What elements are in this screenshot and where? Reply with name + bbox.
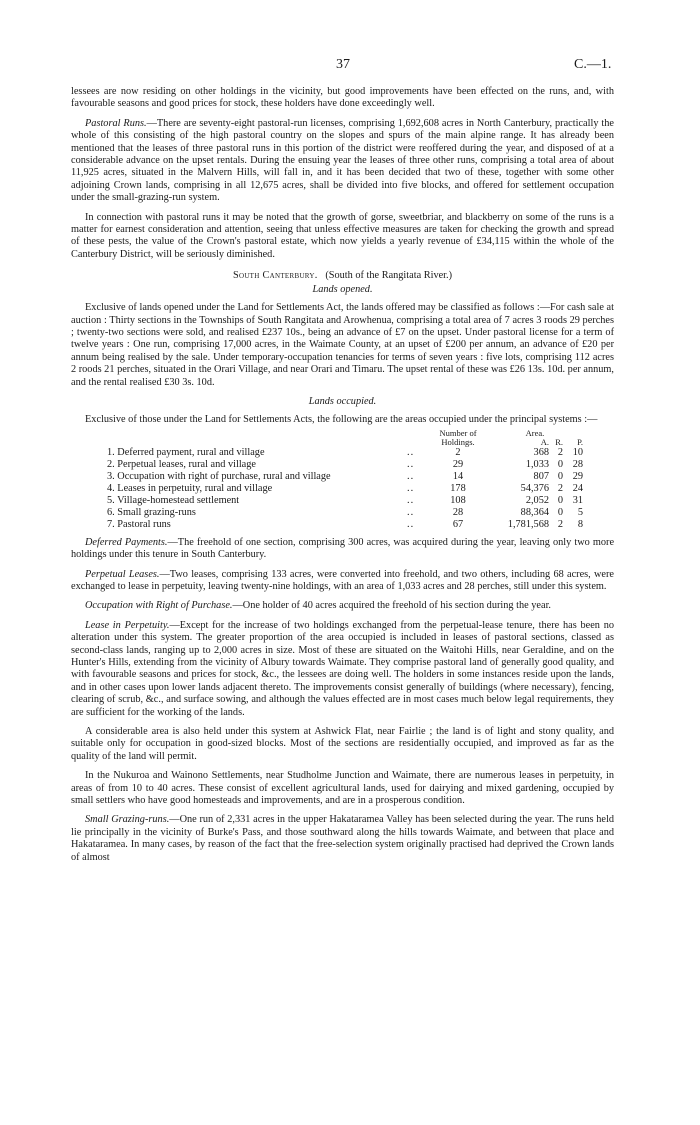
pastoral-runs-heading: Pastoral Runs. (85, 117, 147, 129)
table-row: 1. Deferred payment, rural and village .. 2 368 2 10 (107, 446, 583, 458)
row-acres: 807 (533, 470, 549, 482)
row-perches: 24 (572, 482, 583, 494)
occupation-purchase-text: —One holder of 40 acres acquired the freehold of his section during the year. (232, 600, 552, 612)
col-area-header: Area. (525, 427, 545, 438)
section-title-suffix: (South of the Rangitata River.) (325, 270, 453, 282)
lands-occupied-heading: Lands occupied. (308, 395, 377, 407)
pastoral-runs-paragraph (71, 118, 614, 205)
row-acres: 1,033 (525, 458, 549, 470)
table-row: 3. Occupation with right of purchase, rural and village .. 14 807 0 29 (107, 470, 583, 482)
row-roods: 2 (557, 482, 563, 494)
section-title (71, 270, 614, 282)
row-acres: 368 (533, 446, 549, 458)
row-holdings: 29 (452, 458, 464, 470)
col-acres-header: A. (540, 436, 549, 447)
deferred-payments-paragraph (71, 537, 614, 562)
lands-opened-paragraph: Exclusive of lands opened under the Land for Settlements Act, the lands offered may be classified as follows :—For cash sale at auction : Thirty sections in the Townships of South Rangitata and Arowhenua, comprising a total area of 7 acres 3 roods 29 perches ; twenty-two sections were sold, and realised £237 10s., being an advance of £7 on the upset. Under pastoral license for a term of twelve years : One run, comprising 17,000 acres, in the Waimate County, at an upset of £200 per annum, an advance of £20 per annum being realised by the sale. Under temporary-occupation tenancies for terms of seven years : five lots, comprising 112 acres 2 roods 21 perches, situated in the Orari Village, and near Orari and Timaru. The upset rental of these was £26 13s. 10d. per annum, and the rental realised £30 3s. 10d. (71, 302, 614, 388)
small-grazing-heading: Small Grazing-runs. (85, 814, 170, 826)
lease-perpetuity-paragraph (71, 620, 614, 719)
row-perches: 28 (572, 458, 583, 470)
lease-perpetuity-text: —Except for the increase of two holdings exchanged from the perpetual-lease tenure, there has been no alteration under this system. The greater proportion of the area occupied is included in leases of pastoral sections, classed as second-class lands, ranging up to 2,000 acres in size. Most of these are situated on the Waitohi Hills, near Geraldine, and on the Hunter's Hills, extending from the vicinity of Albury towards Waimate. They comprise pastoral land of generally good quality, and with favourable seasons and prices for stock, &c., the lessees are doing well. The holders in some instances reside upon the lands, and in other cases upon lower lands adjacent thereto. The improvements consist generally of buildings (where necessary), fencing, clearing of scrub, &c., and surface sowing, and although the values effected are in most cases much below legal requirements, they are sufficient for the working of the lands. (71, 619, 614, 718)
deferred-payments-text: —The freehold of one section, comprising 300 acres, was acquired during the year, leaving only two more holdings under this tenure in South Canterbury. (71, 536, 615, 561)
perpetual-leases-paragraph (71, 569, 614, 594)
holdings-table (107, 429, 583, 531)
perpetual-leases-heading: Perpetual Leases. (85, 568, 160, 580)
row-acres: 54,376 (520, 482, 549, 494)
pastoral-runs-text: —There are seventy-eight pastoral-run licenses, comprising 1,692,608 acres in North Canterbury, practically the whole of this consisting of the high pastoral country on the slopes and spurs of the main alpine range. It has already been mentioned that the leases of three pastoral runs in this portion of the district were reoffered during the year, and disposed of at a considerable advance on the upset rentals. During the ensuing year the leases of three other runs, comprising a total area of about 11,925 acres, situated in the Malvern Hills, will fall in, and it has been decided that two of these, together with some other adjoining Crown lands, comprising in all 12,675 acres, shall be divided into five blocks, and offered for settlement occupation under the small-grazing-run system. (71, 117, 614, 204)
row-roods: 0 (557, 494, 563, 506)
deferred-payments-heading: Deferred Payments. (85, 536, 168, 548)
table-header-row (107, 429, 583, 438)
continuation-paragraph: lessees are now residing on other holdings in the vicinity, but good improvements have been effected on the runs, and, with favourable seasons and good prices for stock, these holders have done exceedingly well. (71, 86, 614, 110)
row-holdings: 108 (450, 494, 466, 506)
lands-opened-heading: Lands opened. (312, 283, 373, 295)
col-roods-header: R. (555, 436, 563, 447)
row-roods: 0 (557, 470, 563, 482)
ashwick-paragraph: A considerable area is also held under this system at Ashwick Flat, near Fairlie ; the land is of light and stony quality, and suitable only for occupation in good-sized blocks. Most of the sections are residentially occupied, and improved as far as the quality of the land will permit. (71, 726, 614, 762)
row-holdings: 2 (455, 446, 461, 458)
row-label: 7. Pastoral runs (107, 518, 171, 530)
row-perches: 31 (572, 494, 583, 506)
row-roods: 2 (557, 446, 563, 458)
row-roods: 2 (557, 518, 563, 530)
table-row: 4. Leases in perpetuity, rural and village .. 178 54,376 2 24 (107, 482, 583, 494)
row-holdings: 178 (450, 482, 466, 494)
row-label: 6. Small grazing-runs (107, 506, 196, 518)
col-holdings-header: Number of Holdings. (439, 427, 477, 447)
row-perches: 5 (577, 506, 583, 518)
perpetual-leases-text: —Two leases, comprising 133 acres, were converted into freehold, and two others, including 68 acres, were exchanged to lease in perpetuity, leaving twenty-nine holdings, with an area of 1,033 acres and 28 perches, still under this system. (71, 568, 614, 592)
occupation-purchase-heading: Occupation with Right of Purchase. (85, 600, 233, 612)
row-label: 5. Village-homestead settlement (107, 494, 240, 506)
page-body (71, 86, 614, 871)
page-number: 37 (336, 57, 350, 72)
occupation-purchase-paragraph (71, 600, 614, 612)
table-row: 7. Pastoral runs .. 67 1,781,568 2 8 (107, 518, 583, 530)
lands-occupied-paragraph: Exclusive of those under the Land for Settlements Acts, the following are the areas occupied under the principal systems :— (85, 414, 598, 426)
row-holdings: 14 (452, 470, 464, 482)
nukuroa-paragraph: In the Nukuroa and Wainono Settlements, near Studholme Junction and Waimate, there are numerous leases in perpetuity, in areas of from 10 to 40 acres. These consist of excellent agricultural lands, used for dairying and mixed gardening, occupied by small settlers who have good homesteads and improvements, and are in a prosperous condition. (71, 770, 614, 807)
table-subheader-row (107, 438, 583, 447)
row-roods: 0 (557, 506, 563, 518)
col-perches-header: P. (577, 436, 583, 447)
lease-perpetuity-heading: Lease in Perpetuity. (85, 619, 170, 631)
gorse-paragraph: In connection with pastoral runs it may be noted that the growth of gorse, sweetbriar, and blackberry on some of the runs is a matter for earnest consideration and attention, seeing that unless effective measures are taken for checking the growth and spread of these pests, the value of the Crown's pastoral estate, which now yields a yearly revenue of £34,115 within the whole of the Canterbury District, will be seriously diminished. (71, 211, 614, 260)
table-row: 6. Small grazing-runs .. 28 88,364 0 5 (107, 506, 583, 518)
row-perches: 8 (577, 518, 583, 530)
table-row: 2. Perpetual leases, rural and village .. 29 1,033 0 28 (107, 458, 583, 470)
row-acres: 88,364 (520, 506, 549, 518)
small-grazing-text: —One run of 2,331 acres in the upper Hakataramea Valley has been selected during the year. The runs held lie principally in the vicinity of Burke's Pass, and those southward along the hills towards Waimate, and between that place and Hakataramea. In many cases, by reason of the fact that the free-selection system originally practised had deprived the Crown lands of almost (71, 814, 614, 863)
row-roods: 0 (557, 458, 563, 470)
row-perches: 10 (572, 446, 583, 458)
row-label: 3. Occupation with right of purchase, rural and village (107, 470, 331, 482)
row-acres: 2,052 (525, 494, 549, 506)
table-row: 5. Village-homestead settlement .. 108 2,052 0 31 (107, 494, 583, 506)
section-title-main: South Canterbury. (232, 270, 318, 282)
document-reference: C.—1. (574, 57, 612, 72)
row-label: 4. Leases in perpetuity, rural and village (107, 482, 273, 494)
row-holdings: 28 (452, 506, 464, 518)
row-holdings: 67 (452, 518, 464, 530)
row-label: 2. Perpetual leases, rural and village (107, 458, 256, 470)
small-grazing-paragraph (71, 814, 614, 864)
page-header (0, 59, 700, 75)
row-label: 1. Deferred payment, rural and village (107, 446, 265, 458)
row-acres: 1,781,568 (507, 518, 549, 530)
row-perches: 29 (572, 470, 583, 482)
